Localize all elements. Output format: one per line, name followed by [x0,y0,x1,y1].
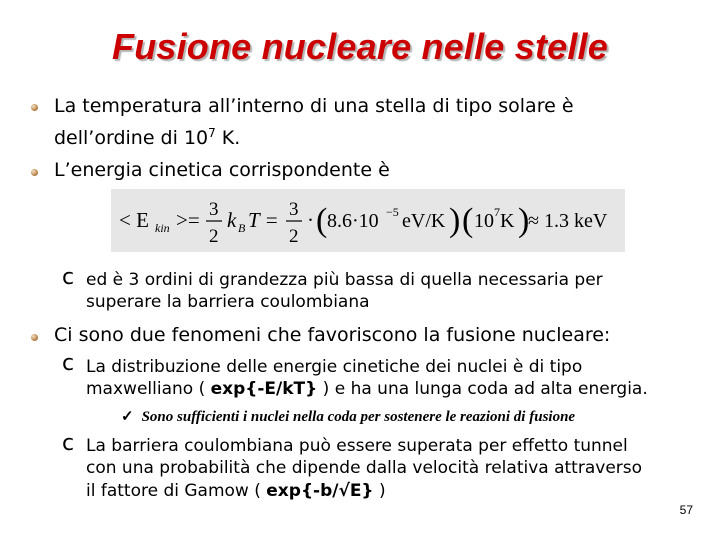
bullet3-text: Ci sono due fenomeni che favoriscono la fusione nucleare: [54,324,611,346]
page-number: 57 [679,503,693,517]
formula-dot: · [307,208,314,232]
sub2-line1: La distribuzione delle energie cinetiche dei nuclei è di tipo [86,357,583,377]
sub2-text-pre: maxwelliano ( [86,379,211,399]
sub3-line2: con una probabilità che dipende dalla velocità relativa attraverso [86,458,643,478]
formula-kb-sub: B [238,221,246,235]
check-text: Sono sufficienti i nuclei nella coda per sostenere le reazioni di fusione [141,409,576,425]
bullet1-line1: La temperatura all’interno di una stella di tipo solare è [54,95,574,117]
formula-frac1-num: 3 [209,199,219,220]
formula-frac1-den: 2 [209,226,219,247]
slide-title: Fusione nucleare nelle stelle [112,26,608,67]
formula-lhs-sub: kin [155,221,170,235]
bullet1-exponent: 7 [208,126,216,140]
sub-bullet-c-icon: c [62,351,75,376]
checkmark-icon: ✓ [121,409,134,425]
bullet-dot-icon [31,169,38,176]
sub2-exp-formula: exp{-E/kT} [210,379,318,399]
bullet1-text: dell’ordine di 10 [54,127,209,149]
bullet1-line2 [54,121,240,151]
formula-constant: 8.6·10 [327,210,379,232]
sub-bullet-c-icon: c [62,431,75,456]
energy-formula [111,189,625,252]
formula-result: ≈ 1.3 keV [528,210,608,232]
bullet1-unit: K. [215,127,241,149]
sub-bullet-c-icon: c [62,265,75,290]
sub2-text-post: ) e ha una lunga coda ad alta energia. [317,379,648,399]
formula-paren-close-2: ) [518,202,530,239]
sub1-line2: superare la barriera coulombiana [86,292,370,312]
formula-op: >= [176,208,200,232]
formula-graphic [111,189,625,252]
formula-temp: 10 [474,210,494,232]
sub3-text-pre: il fattore di Gamow ( [86,481,267,501]
formula-paren-close-1: ) [449,202,461,239]
formula-kb: k [227,208,237,232]
formula-constant-exp: −5 [386,205,399,219]
sub3-gamow-formula: exp{-b/√E} [266,481,374,501]
bullet-dot-icon [31,334,38,341]
sub3-text-post: ) [373,481,386,501]
formula-temp-exp: 7 [494,205,500,219]
bullet2-text: L’energia cinetica corrispondente è [54,159,390,181]
formula-temp-unit: K [500,210,515,232]
sub1-line1: ed è 3 ordini di grandezza più bassa di quella necessaria per [86,270,603,290]
formula-paren-open-2: ( [462,202,474,239]
formula-lhs: < E [119,208,149,232]
sub3-line1: La barriera coulombiana può essere superata per effetto tunnel [86,436,628,456]
sub3-line3 [86,480,386,502]
check-item [121,407,575,426]
sub2-line2 [86,378,648,400]
formula-frac2-num: 3 [289,199,299,220]
formula-paren-open-1: ( [316,202,328,239]
formula-constant-unit: eV/K [402,210,446,232]
formula-frac2-den: 2 [289,226,299,247]
formula-t: T = [248,208,279,232]
bullet-dot-icon [31,104,38,111]
